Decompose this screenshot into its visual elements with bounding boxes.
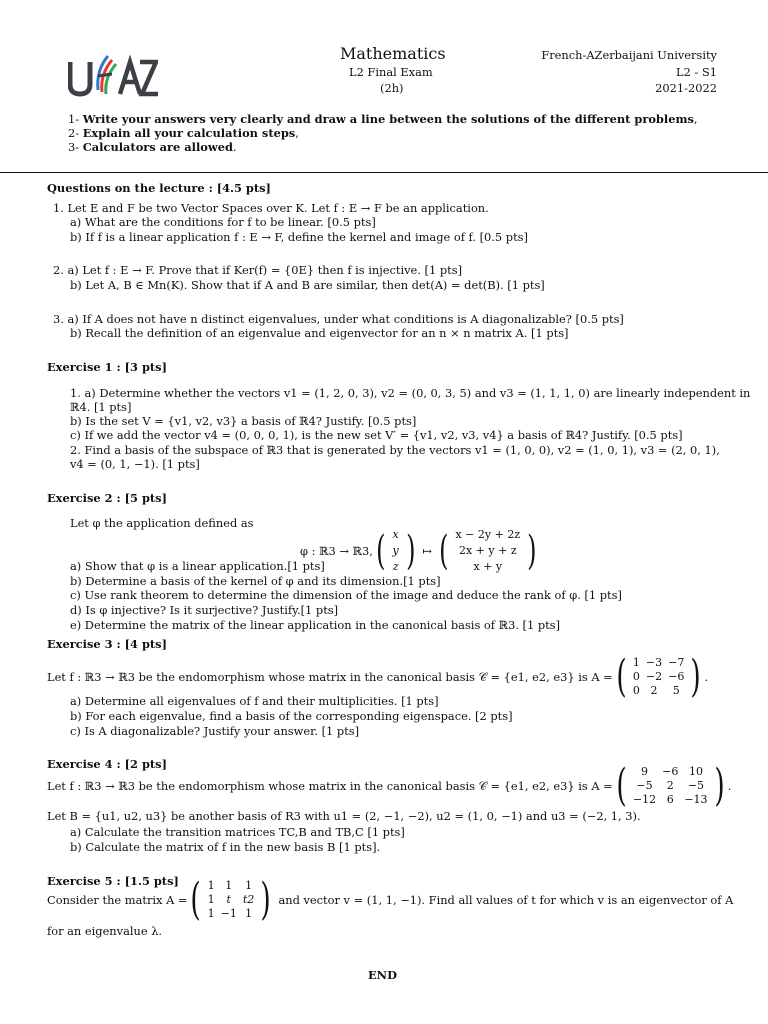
exercise-5-line-2: for an eigenvalue λ. bbox=[47, 924, 163, 938]
exercise-4-line-1: Let B = {u1, u2, u3} be another basis of R3 with u1 = (2, −1, −2), u2 = (1, 0, −1) and u3 = (−2, 1, 3). bbox=[47, 809, 641, 823]
lecture-q3b: b) Recall the definition of an eigenvalue and eigenvector for an n × n matrix A. [1 pts] bbox=[70, 326, 569, 340]
instruction-2: 2- Explain all your calculation steps, bbox=[68, 126, 299, 140]
instruction-3: 3- Calculators are allowed. bbox=[68, 140, 237, 154]
exercise-5-matrix: 1 1 1 1 t t2 1 −1 1 bbox=[207, 879, 255, 920]
map-prefix: φ : ℝ3 → ℝ3, bbox=[300, 544, 373, 558]
lecture-q2b: b) Let A, B ∈ Mn(K). Show that if A and B are similar, then det(A) = det(B). [1 pts] bbox=[70, 278, 545, 292]
exercise-2-a: a) Show that φ is a linear application.[1 pts] bbox=[70, 559, 325, 573]
subject-title: Mathematics bbox=[340, 44, 446, 63]
lecture-title: Questions on the lecture : [4.5 pts] bbox=[47, 181, 271, 195]
exam-duration: (2h) bbox=[380, 81, 404, 95]
exercise-5-title: Exercise 5 : [1.5 pts] bbox=[47, 874, 179, 888]
end-marker: END bbox=[368, 968, 397, 982]
exercise-1-line-6: v4 = (0, 1, −1). [1 pts] bbox=[70, 457, 200, 471]
exercise-4-intro: Let f : ℝ3 → ℝ3 be the endomorphism whose matrix in the canonical basis 𝒞 = {e1, e2, e3} is A = ( 9 −6 10 −5 2 −5 −12 6 −13 ) . bbox=[47, 760, 732, 811]
academic-year: 2021-2022 bbox=[655, 81, 717, 95]
exercise-2-intro: Let φ the application defined as bbox=[70, 516, 254, 530]
exercise-1-line-1: 1. a) Determine whether the vectors v1 = (1, 2, 0, 3), v2 = (0, 0, 3, 5) and v3 = (1, 1, 1, 0) are linearly independent in bbox=[70, 386, 751, 400]
instruction-1: 1- Write your answers very clearly and draw a line between the solutions of the different problems, bbox=[68, 112, 698, 126]
level: L2 - S1 bbox=[676, 65, 717, 79]
exercise-3-intro: Let f : ℝ3 → ℝ3 be the endomorphism whose matrix in the canonical basis 𝒞 = {e1, e2, e3} is A = ( 1 −3 −7 0 −2 −6 0 2 5 ) . bbox=[47, 651, 709, 702]
exercise-4-title: Exercise 4 : [2 pts] bbox=[47, 757, 167, 771]
exercise-1-line-5: 2. Find a basis of the subspace of ℝ3 that is generated by the vectors v1 = (1, 0, 0), v2 = (1, 0, 1), v3 = (2, 0, 1), bbox=[70, 443, 720, 457]
input-vector: x y z bbox=[392, 528, 399, 573]
exercise-1-line-3: b) Is the set V = {v1, v2, v3} a basis of ℝ4? Justify. [0.5 pts] bbox=[70, 414, 417, 428]
separator-line bbox=[0, 172, 768, 173]
lecture-q2a: 2. a) Let f : E → F. Prove that if Ker(f) = {0E} then f is injective. [1 pts] bbox=[53, 263, 463, 277]
maps-to-arrow: ↦ bbox=[422, 544, 432, 558]
exercise-2-b: b) Determine a basis of the kernel of φ and its dimension.[1 pts] bbox=[70, 574, 441, 588]
exercise-5-intro: Consider the matrix A = ( 1 1 1 1 t t2 1 −1 1 ) and vector v = (1, 1, −1). Find all values of t for which v is an eigenvector of A bbox=[47, 874, 734, 925]
exercise-4-a: a) Calculate the transition matrices TC,B and TB,C [1 pts] bbox=[70, 825, 405, 839]
university-name: French-AZerbaijani University bbox=[541, 48, 717, 62]
exercise-3-a: a) Determine all eigenvalues of f and their multiplicities. [1 pts] bbox=[70, 694, 439, 708]
exercise-1-title: Exercise 1 : [3 pts] bbox=[47, 360, 167, 374]
exercise-2-d: d) Is φ injective? Is it surjective? Justify.[1 pts] bbox=[70, 603, 339, 617]
exercise-1-line-2: ℝ4. [1 pts] bbox=[70, 400, 132, 414]
lecture-q1a: a) What are the conditions for f to be linear. [0.5 pts] bbox=[70, 215, 376, 229]
exercise-2-c: c) Use rank theorem to determine the dimension of the image and deduce the rank of φ. [1 pts] bbox=[70, 588, 622, 602]
lecture-q3a: 3. a) If A does not have n distinct eigenvalues, under what conditions is A diagonalizable? [0.5 pts] bbox=[53, 312, 624, 326]
exercise-2-map: φ : ℝ3 → ℝ3, ( x y z ) ↦ ( x − 2y + 2z 2x + y + z x + y ) bbox=[300, 528, 537, 574]
exercise-3-b: b) For each eigenvalue, find a basis of the corresponding eigenspace. [2 pts] bbox=[70, 709, 513, 723]
exercise-3-title: Exercise 3 : [4 pts] bbox=[47, 637, 167, 651]
lecture-q1b: b) If f is a linear application f : E → F, define the kernel and image of f. [0.5 pts] bbox=[70, 230, 528, 244]
exam-name: L2 Final Exam bbox=[349, 65, 433, 79]
exercise-4-matrix: 9 −6 10 −5 2 −5 −12 6 −13 bbox=[632, 765, 708, 806]
lecture-q1: 1. Let E and F be two Vector Spaces over K. Let f : E → F be an application. bbox=[53, 201, 489, 215]
ufaz-logo bbox=[68, 50, 158, 100]
exercise-2-e: e) Determine the matrix of the linear application in the canonical basis of ℝ3. [1 pts] bbox=[70, 618, 561, 632]
output-vector: x − 2y + 2z 2x + y + z x + y bbox=[455, 528, 521, 573]
exercise-4-b: b) Calculate the matrix of f in the new basis B [1 pts]. bbox=[70, 840, 381, 854]
exercise-3-c: c) Is A diagonalizable? Justify your answer. [1 pts] bbox=[70, 724, 360, 738]
exercise-2-title: Exercise 2 : [5 pts] bbox=[47, 491, 167, 505]
exercise-1-line-4: c) If we add the vector v4 = (0, 0, 0, 1), is the new set V′ = {v1, v2, v3, v4} a basis of ℝ4? Justify. [0.5 pts] bbox=[70, 428, 683, 442]
exercise-3-matrix: 1 −3 −7 0 −2 −6 0 2 5 bbox=[632, 656, 685, 697]
